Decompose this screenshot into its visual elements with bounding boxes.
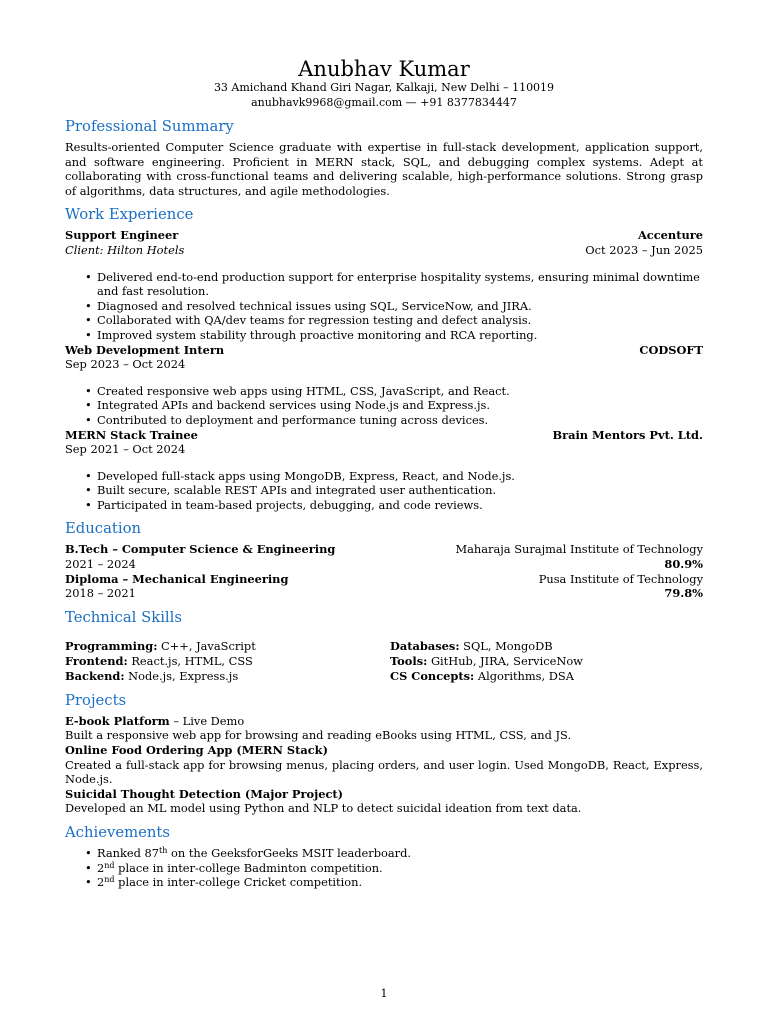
project-entry: [65, 743, 703, 787]
skills-grid: [65, 639, 703, 684]
job-entry-accenture: [65, 228, 703, 342]
list-item: • Created responsive web apps using HTML, CSS, JavaScript, and React.: [97, 384, 703, 399]
job-role: Web Development Intern: [65, 342, 225, 357]
ordinal-suffix: nd: [104, 875, 115, 885]
list-item: • Diagnosed and resolved technical issues using SQL, ServiceNow, and JIRA.: [97, 299, 703, 314]
project-name: E-book Platform: [65, 713, 170, 728]
list-item: • Collaborated with QA/dev teams for regression testing and defect analysis.: [97, 313, 703, 328]
achievement-text: 2: [97, 860, 105, 875]
job-role: Support Engineer: [65, 228, 179, 243]
address: 33 Amichand Khand Giri Nagar, Kalkaji, New Delhi – 110019: [213, 81, 555, 94]
education-score: 80.9%: [664, 557, 703, 572]
candidate-name: Anubhav Kumar: [298, 57, 470, 81]
education-dates: 2018 – 2021: [65, 586, 136, 601]
education-dates: 2021 – 2024: [65, 557, 136, 572]
list-item: • Contributed to deployment and performance tuning across devices.: [97, 413, 703, 428]
job-bullets: [65, 384, 703, 428]
skill-label: CS Concepts:: [390, 668, 475, 683]
job-dates: Oct 2023 – Jun 2025: [585, 242, 703, 257]
job-dates: Sep 2023 – Oct 2024: [65, 357, 186, 372]
skill-item: [390, 669, 703, 684]
job-role: MERN Stack Trainee: [65, 427, 198, 442]
skill-label: Databases:: [390, 638, 460, 653]
achievement-text: 2: [97, 875, 105, 890]
achievements-list: [65, 846, 703, 890]
list-item: • Developed full-stack apps using MongoDB, Express, React, and Node.js.: [97, 469, 703, 484]
job-dates: Sep 2021 – Oct 2024: [65, 442, 186, 457]
project-entry: [65, 787, 703, 816]
project-entry: [65, 714, 703, 743]
list-item: • Improved system stability through proactive monitoring and RCA reporting.: [97, 328, 703, 343]
contact-info: anubhavk9968@gmail.com — +91 8377834447: [251, 95, 517, 109]
job-client: Client: Hilton Hotels: [65, 242, 185, 257]
summary-text: Results-oriented Computer Science graduate with expertise in full-stack development, application support, and software engineering. Proficient in MERN stack, SQL, and debugging complex systems. Adept at collaborating with cross-functional teams and delivering scalable, high-performance solutions. Strong grasp of algorithms, data structures, and agile methodologies.: [65, 140, 703, 198]
job-company: CODSOFT: [639, 342, 703, 357]
section-title-summary: Professional Summary: [65, 118, 234, 135]
achievement-text: on the GeeksforGeeks MSIT leaderboard.: [167, 846, 412, 860]
skill-item: [65, 654, 390, 669]
job-company: Brain Mentors Pvt. Ltd.: [552, 427, 703, 442]
degree: Diploma – Mechanical Engineering: [65, 571, 289, 586]
skill-label: Programming:: [65, 638, 158, 653]
section-title-projects: Projects: [65, 691, 127, 709]
section-title-achievements: Achievements: [65, 824, 170, 841]
skill-value: Algorithms, DSA: [477, 668, 574, 683]
skill-item: [65, 669, 390, 684]
skill-item: [65, 639, 390, 654]
institute: Maharaja Surajmal Institute of Technology: [455, 542, 703, 557]
achievement-text: place in inter-college Badminton competition.: [114, 860, 383, 875]
job-entry-brain-mentors: [65, 428, 703, 513]
job-bullets: [65, 270, 703, 343]
job-bullets: [65, 469, 703, 513]
skill-value: SQL, MongoDB: [463, 638, 553, 653]
project-demo-link[interactable]: – Live Demo: [169, 713, 245, 728]
list-item: • Participated in team-based projects, debugging, and code reviews.: [97, 498, 703, 513]
skill-value: C++, JavaScript: [161, 638, 256, 653]
skill-label: Tools:: [390, 653, 428, 668]
project-description: Built a responsive web app for browsing and reading eBooks using HTML, CSS, and JS.: [65, 728, 572, 743]
list-item: • Integrated APIs and backend services using Node.js and Express.js.: [97, 398, 703, 413]
list-item: [97, 875, 703, 890]
skill-value: React.js, HTML, CSS: [131, 653, 253, 668]
institute: Pusa Institute of Technology: [538, 571, 703, 586]
job-entry-codsoft: [65, 343, 703, 428]
ordinal-suffix: nd: [104, 860, 115, 870]
list-item: • Delivered end-to-end production support for enterprise hospitality systems, ensuring minimal downtime and fast resolution.: [97, 270, 703, 299]
list-item: [97, 846, 703, 861]
skill-item: [390, 654, 703, 669]
achievement-text: Ranked 87: [97, 846, 160, 860]
achievement-text: place in inter-college Cricket competition.: [114, 875, 363, 890]
skill-value: Node.js, Express.js: [128, 668, 239, 683]
skill-value: GitHub, JIRA, ServiceNow: [430, 653, 583, 668]
skill-label: Backend:: [65, 668, 125, 683]
project-name: Online Food Ordering App (MERN Stack): [65, 743, 328, 758]
section-title-education: Education: [65, 520, 142, 538]
project-description: Developed an ML model using Python and NLP to detect suicidal ideation from text data.: [65, 801, 582, 816]
project-description: Created a full-stack app for browsing menus, placing orders, and user login. Used MongoDB, React, Express, Node.js.: [65, 757, 703, 787]
degree: B.Tech – Computer Science & Engineering: [65, 542, 336, 557]
ordinal-suffix: th: [159, 846, 168, 855]
education-score: 79.8%: [664, 586, 703, 601]
education-entry: [65, 572, 703, 601]
page-number: 1: [380, 987, 388, 1000]
skill-label: Frontend:: [65, 653, 128, 668]
project-name: Suicidal Thought Detection (Major Project): [65, 786, 344, 801]
skill-item: [390, 639, 703, 654]
section-title-experience: Work Experience: [65, 206, 194, 224]
resume-page: [65, 57, 703, 890]
list-item: [97, 861, 703, 876]
job-company: Accenture: [637, 228, 703, 243]
section-title-skills: Technical Skills: [65, 608, 182, 626]
list-item: • Built secure, scalable REST APIs and integrated user authentication.: [97, 483, 703, 498]
education-entry: [65, 542, 703, 571]
